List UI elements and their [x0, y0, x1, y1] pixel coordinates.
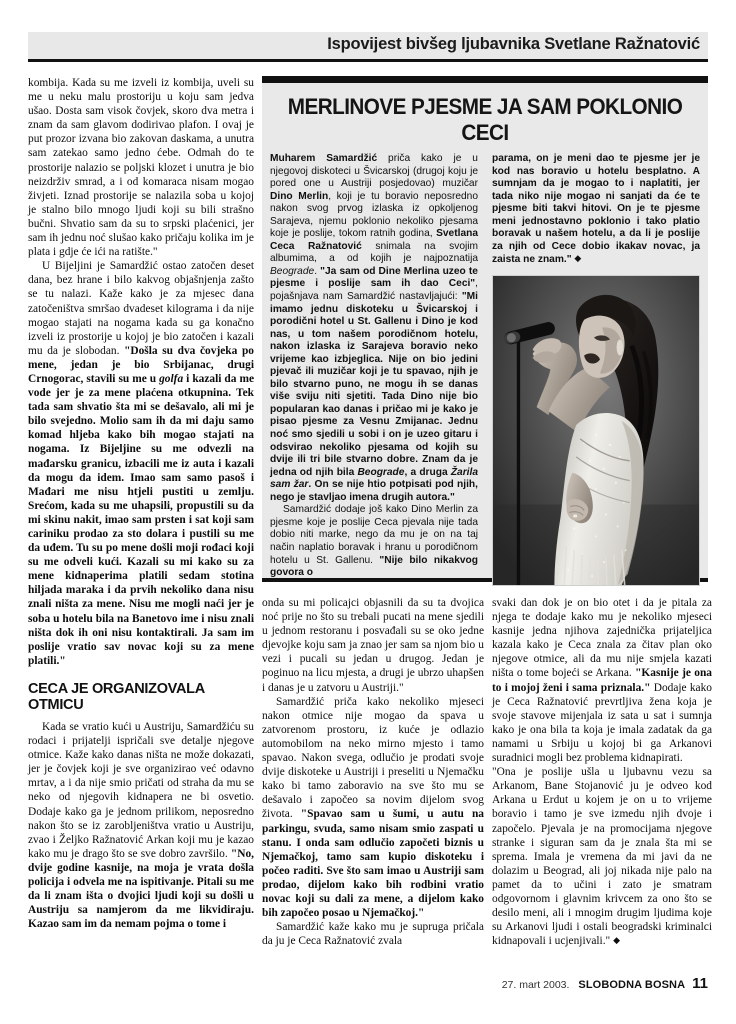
paragraph: [270, 153, 478, 504]
paragraph: [262, 695, 484, 921]
quote-run: "Ja sam od Dine Merlina uzeo te pjesme i poslije sam ih dao Ceci": [270, 265, 478, 290]
quote-run: "Nije bilo nikakvog govora o: [270, 554, 478, 579]
person-name: Svetlana Ceca Ražnatović: [270, 228, 478, 252]
quote-run: parama, on je meni dao te pjesme jer je kod nas boravio u hotelu besplatno. A sumnjam da je mogao to i naplatiti, jer tada niko nije mogao ni sanjati da će te pjesme biti takvi hitovi. On je te pjesme meni jednostavno poklonio i tako platio boravak u našem hotelu, a da li je poslije za njih od Cece dobio ikakav novac, ja zaista ne znam.": [492, 153, 700, 266]
person-name: Muharem Samardžić: [270, 153, 378, 164]
song-title: Žarila sam žar: [270, 466, 478, 491]
quote-run: "Kasnije je ona to i mojoj ženi i sama priznala.": [492, 667, 712, 694]
quote-paragraph: "Ona je poslije ušla u ljubavnu vezu sa Arkanom, Bane Stojanović ju je odveo kod Arkana u Erdut u kojem je on u to vrijeme boravio i tamo je sve izmedu njih dvoje i započelo. Pjevala je na promocijama njegove stranke i siguran sam da je znala šta mi se sprema. Imala je vremena da mi javi da ne dolazim u Beograd, ali joj nikada nije palo na pamet da to učini i zato je smatram odgovornom i glavnim krivcem za ono što se desilo meni, ali i mnogim drugim ljudima koje su Arkanovi ljudi i ostali beogradski kriminalci kidnapovali i ucjenjivali.": [492, 766, 712, 948]
paragraph: [270, 504, 478, 579]
feature-headline: MERLINOVE PJESME JA SAM POKLONIO CECI: [287, 94, 683, 145]
feature-columns: [262, 153, 708, 586]
text-run: snimala na svojim albumima, a od kojih je najpoznatija: [270, 240, 479, 265]
section-subheading: CECA JE ORGANIZOVALA OTMICU: [28, 680, 205, 713]
page-number: 11: [692, 975, 708, 992]
feature-article-box: [262, 76, 708, 582]
paragraph: [492, 153, 700, 267]
paragraph: [28, 259, 254, 668]
paragraph: onda su mi policajci objasnili da su ta dvojica noć prije no što su trebali pucati na mene sjedili u jednom restoranu i posvađali su se oko jedne djevojke koju sam ja znao jer sam sa njom bio u vezi i pucali su jedan u drugog. Jedan je poginuo na licu mjesta, a drugi je ubrzo uhapšen i danas je u zatvoru u Austriji.": [262, 597, 484, 694]
text-run: , pojašnjava nam Samardžić nastavljajući:: [270, 278, 478, 303]
quote-run: "Mi imamo jednu diskoteku u Švicarskoj i porodični hotel u St. Gallenu i Dino je kod nas, u tom našem porodičnom hotelu, nakon izlaska iz Sarajeva boravio neko vrijeme kao izbjeglica. Nije on bio jedini pjevač ili muzičar koji je tu spavao, njih je bilo stvarno puno, ne mogu ih se danas više sviju niti sjetiti. Tada Dino nije bio popularan kao danas i pričao mi je kako je pisao pjesme za Vesnu Zmijanac. Jednu noć smo sjedili u sobi i on je uzeo gitaru i odsvirao nekoliko pjesama od kojih su dvije ili tri bile stvarno dobre. Znam da je jedna od njih bila: [270, 291, 478, 478]
song-title: Beograde: [270, 265, 315, 277]
page-footer: [28, 975, 708, 1001]
text-run: svaki dan dok je on bio otet i da je pitala za njega te dodaje kako mu je nekoliko mjeseci kasnije jedna njihova zajednička prijateljica kazala kako je Ceca znala za čitav plan oko njegove otmice, ali da mu nije smjela kazati ništa o tome bojeći se Arkana.: [492, 597, 712, 680]
performer-photo: [492, 275, 700, 586]
end-mark-icon: ◆: [613, 935, 620, 946]
song-title: Beograde: [357, 466, 405, 478]
page-masthead: [28, 32, 708, 62]
feature-column-1: [270, 153, 478, 586]
quote-run: , a druga: [404, 466, 451, 478]
end-mark-icon: ◆: [574, 253, 582, 264]
quote-run: i kazali da me vode jer je za mene plaćena otkupnina. Tek tada sam shvatio šta mi se dešavalo, ali mi je bilo svejedno. Molio sam ih da mi daju samo komad hljeba kako bih mogao stajati na nogama. Iz Bijeljine su me odvezli na mađarsku granicu, izbacili me iz auta i kazali da mogu da idem. Imao sam samo pasoš i Mađari me nisu htjeli pustiti u zemlju. Srećom, kada su me uhapsili, propustili su da mi skinu nakit, imao sam prsten i sat koji sam cariniku prodao za sto dolara i pustili su me da uđem. Tu su po mene došli moji rođaci koji su me odveli kući. Kazali su mi kako su za mene kidnaperima platili sedam stotina hiljada maraka i da prvih nekoliko dana nisu znali ništa za mene. Nisu me mogli naći jer je soba u hotelu bila na Banetovo ime i nisu znali ništa dok ih oni nisu kontaktirali. Ja sam im poslije vratio sav novac koji su za mene platili.": [28, 372, 254, 667]
text-run: .: [314, 265, 321, 277]
issue-date: 27. mart 2003.: [501, 979, 570, 991]
photo-illustration: [493, 276, 699, 585]
lower-right-text-column: [492, 596, 712, 976]
italic-quote-run: golfa: [159, 372, 184, 385]
quote-run: . On se nije htio potpisati pod njih, nego je stavljao imena drugih autora.": [270, 479, 478, 503]
publication-name: SLOBODNA BOSNA: [578, 979, 686, 991]
text-run: Dodaje kako je Ceca Ražnatović prevrtljiva žena koja je svoje stavove mijenjala iz sata u sat i sumnja kako je ona bila ta koja je imala zadatak da ga namami u Srbiju u kojoj bi ga Arkanovi suradnici mogli bez problema kidnapirati.: [492, 681, 713, 765]
lower-middle-text-column: [262, 596, 484, 976]
quote-run: "Spavao sam u šumi, u autu na parkingu, svuda, samo nisam smio zaspati u stanu. I onda sam odlučio započeti biznis u Njemačkoj, tamo sam kupio diskoteku i počeo raditi. Sve što sam imao u Austriji sam prodao, dijelom kako bih rodbini vratio novac koji su dali za mene, a dijelom kako bih započeo posao u Njemačkoj.": [262, 808, 484, 920]
paragraph: [28, 720, 254, 931]
text-run: Kada se vratio kući u Austriju, Samardžiću su rodaci i prijatelji ispričali sve detalje njegove otmice. Kaže kako danas ništa ne može dokazati, jer je čovjek koji je sve organizirao već odavno mrtav, a i da nije smio pričati od straha da mu se neko od njegovih kidnapera ne bi osvetio. Dodaje kako ga je jednom prilikom, neposredno nakon što se iz zarobljeništva vratio u Austriju, zvao i Željko Ražnatović Arkan koji mu je kazao kako mu je drago što se sve dobro završilo.: [28, 720, 254, 860]
text-run: , koji je tu boravio neposredno nakon svog prvog izlaska iz opkoljenog Sarajeva, njemu poklonio nekoliko pjesama koje je poslije, tokom ratnih godina,: [270, 190, 478, 240]
paragraph: Samardžić kaže kako mu je supruga pričala da ju je Ceca Ražnatović zvala: [262, 921, 484, 948]
paragraph: [492, 765, 712, 948]
text-run: U Bijeljini je Samardžić ostao zatočen deset dana, bez hrane i bilo kakvog objašnjenja zašto se tu nalazi. Kaže kako je za mjesec dana zatočeništva smršao dvadeset kilograma i da nije mogao stajati na nogama kada su ga konačno izveli iz prostorije u kojoj je bio zatočen i kazali mu da je slobodan.: [28, 260, 254, 357]
paragraph: kombija. Kada su me izveli iz kombija, uveli su me u neku malu prostoriju u koju sam jedva ušao. Dosta sam visok čovjek, skoro dva metra i znam da sam glavom dodirivao plafon. I ovaj je put prozor izvana bio zakovan daskama, a unutra sam zatekao samo jedno ćebe. Odmah do te prostorije nalazio se poljski klozet i unutra je bio neizdrživ smrad, a i od komaraca nisam mogao živjeti. Iznad prostorije se nalazila soba u kojoj je stalno bilo mnogo ljudi koji su bili strašno bučni. Shvatio sam da su to srpski plaćenici, jer sam ih jednu noć slušao kako pričaju kolika im je plata i gdje će ići na ratište.": [28, 77, 254, 259]
quote-run: "Došla su dva čovjeka po mene, jedan je bio Srbijanac, drugi Crnogorac, stavili su me u: [28, 344, 254, 385]
article-kicker: Ispovijest bivšeg ljubavnika Svetlane Ražnatović: [327, 35, 700, 53]
person-name: Dino Merlin: [270, 190, 329, 202]
text-run: Samardžić priča kako nekoliko mjeseci nakon otmice nije mogao da spava u zatvorenom prostoru, iz kuće je odlazio automobilom na neko mirno mjesto i tamo spavao. Nakon svega, odlučio je prodati svoje dvije diskoteke u Austriji i preseliti u Njemačku kako bi tamo zaboravio na sve što mu se dešavalo i započeo sa novim dijelom svog života.: [262, 695, 484, 821]
quote-run: "No, dvije godine kasnije, na moja je vrata došla policija i odvela me na ispitivanje. Pitali su me da li znam išta o dvojici ljudi koji su došli u Austriju sa namjerom da me likvidiraju. Kazao sam im da nemam pojma o tome i: [28, 847, 254, 931]
left-text-column: [28, 76, 254, 976]
text-run: priča kako je u njegovoj diskoteci u Švicarskoj (drugoj koju je pored one u Austriji posjedovao) muzičar: [270, 153, 478, 190]
text-run: Samardžić dodaje još kako Dino Merlin za pjesme koje je poslije Ceca pjevala nije tada dobio niti marke, nego da mu je on na taj način naplatio boravak i hranu u porodičnom hotelu u St. Gallenu.: [270, 504, 478, 566]
feature-column-2: [492, 153, 700, 586]
paragraph: [492, 596, 712, 765]
